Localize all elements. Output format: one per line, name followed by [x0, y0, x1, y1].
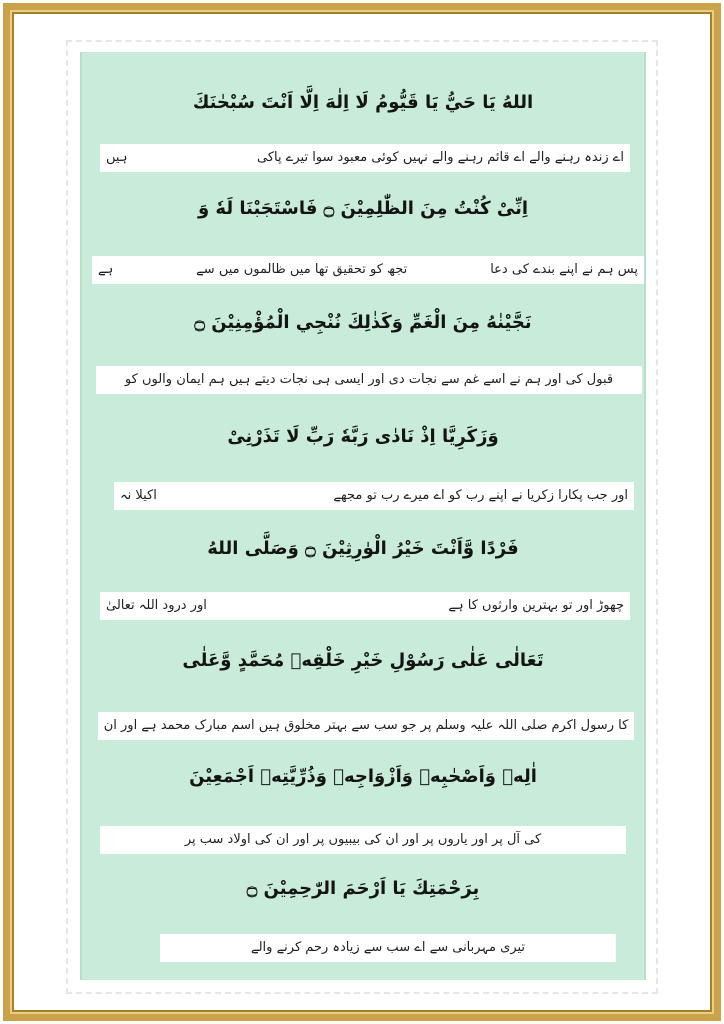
arabic-line-6: تَعَالٰى عَلٰى رَسُوْلِ خَيْرِ خَلْقِهٖ مُحَمَّدٍ وَّعَلٰى [182, 650, 544, 671]
arabic-line-3: نَجَّيْنٰهُ مِنَ الْغَمِّ وَكَذٰلِكَ نُنْجِي الْمُؤْمِنِيْنَ ۝ [194, 312, 532, 333]
urdu-translation-1 [100, 144, 630, 172]
urdu-translation-6 [98, 712, 634, 740]
urdu-text: چھوڑ اور تو بہترین وارثوں کا ہے [448, 598, 624, 613]
urdu-text: اور درود اللہ تعالیٰ [106, 598, 207, 613]
urdu-text: اکیلا نہ [120, 488, 157, 503]
dua-page [80, 52, 646, 980]
arabic-line-2: اِنِّیْ كُنْتُ مِنَ الظّٰلِمِيْنَ ۝ فَاسْتَجَبْنَا لَهٗ وَ [197, 198, 529, 219]
arabic-line-1: اللهُ يَا حَيُّ يَا قَيُّومُ لَا اِلٰهَ اِلَّا اَنْتَ سُبْحٰنَكَ [192, 92, 534, 113]
urdu-text: اے زندہ رہنے والے اے قائم رہنے والے نہیں کوئی معبود سوا تیرے پاکی [257, 150, 624, 165]
urdu-text: کا رسول اکرم صلی اللہ علیہ وسلم پر جو سب سے بہتر مخلوق ہیں اسم مبارک محمد ہے اور ان [103, 718, 629, 733]
urdu-text: ہے [98, 262, 114, 277]
arabic-line-5: فَرْدًا وَّاَنْتَ خَيْرُ الْوٰرِثِيْنَ ۝ وَصَلَّى اللهُ [207, 538, 519, 559]
arabic-line-7: اٰلِهٖ وَاَصْحٰبِهٖ وَاَزْوَاجِهٖ وَذُرِّيَّتِهٖ اَجْمَعِيْنَ [189, 766, 537, 787]
urdu-translation-8 [160, 934, 616, 962]
urdu-translation-4 [114, 482, 634, 510]
urdu-text: تیری مہربانی سے اے سب سے زیادہ رحم کرنے والے [250, 940, 526, 955]
arabic-line-8: بِرَحْمَتِكَ يَا اَرْحَمَ الرّٰحِمِيْنَ ۝ [246, 878, 480, 899]
urdu-text: پس ہم نے اپنے بندے کی دعا [490, 262, 638, 277]
urdu-translation-2 [92, 256, 644, 284]
urdu-text: ہیں [106, 150, 128, 165]
urdu-translation-5 [100, 592, 630, 620]
urdu-translation-3 [96, 366, 642, 394]
arabic-line-4: وَزَكَرِيَّا اِذْ نَادٰى رَبَّهٗ رَبِّ لَا تَذَرْنِىْ [227, 426, 499, 447]
urdu-text: کی آل پر اور یاروں پر اور ان کی بیبیوں پر اور ان کی اولاد سب پر [184, 832, 542, 847]
urdu-text: قبول کی اور ہم نے اسے غم سے نجات دی اور ایسی ہی نجات دیتے ہیں ہم ایمان والوں کو [124, 372, 614, 387]
urdu-text: تجھ کو تحقیق تھا میں ظالموں میں سے [196, 262, 408, 277]
urdu-text: اور جب پکارا زکریا نے اپنے رب کو اے میرے رب تو مجھے [333, 488, 628, 503]
urdu-translation-7 [100, 826, 626, 854]
